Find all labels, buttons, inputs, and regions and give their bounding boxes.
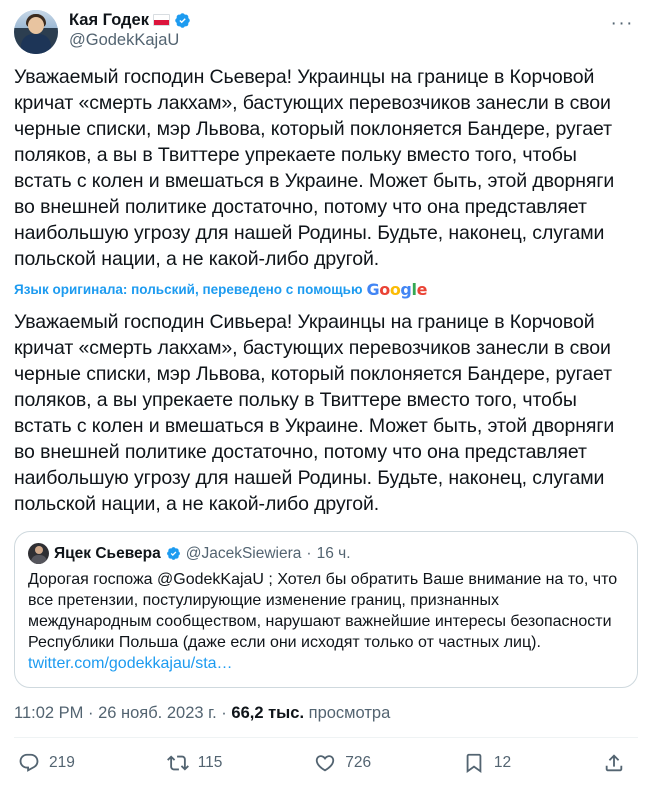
avatar[interactable] xyxy=(14,10,58,54)
flag-poland-icon xyxy=(153,14,170,26)
quoted-tweet[interactable] xyxy=(14,531,638,688)
author-names xyxy=(69,10,607,50)
views-label: просмотра xyxy=(308,704,391,722)
reply-button[interactable] xyxy=(18,752,75,774)
tweet-actions xyxy=(14,738,638,788)
translated-tweet-text: Уважаемый господин Сивьера! Украинцы на границе в Корчовой кричат «смерть лакхам», бастующих перевозчиков занесли в свои черные списки, мэр Львова, который поклоняется Бандере, ругает поляков, а вы упрекаете польку в Твиттере вместо того, чтобы встать с колен и вмешаться в Украине. Может быть, этой дворняги во внешней политике достаточно, потому что она представляет наибольшую угрозу для нашей Родины. Будьте, наконец, слугами польской нации, а не какой-либо другой. xyxy=(14,311,620,515)
retweet-button[interactable] xyxy=(167,752,223,774)
share-icon xyxy=(603,752,625,774)
quoted-separator: · xyxy=(306,544,312,562)
quoted-tweet-text xyxy=(28,569,624,674)
quoted-avatar[interactable] xyxy=(28,543,49,564)
quoted-author-name[interactable]: Яцек Сьевера xyxy=(54,544,161,562)
author-name-row xyxy=(69,11,607,30)
reply-count: 219 xyxy=(49,754,75,771)
quoted-author-handle: @JacekSiewiera xyxy=(185,544,302,562)
reply-icon xyxy=(18,752,40,774)
retweet-icon xyxy=(167,752,189,774)
tweet-meta xyxy=(14,702,638,738)
bookmark-count: 12 xyxy=(493,754,512,771)
author-handle[interactable]: @GodekKajaU xyxy=(69,30,180,49)
views-count: 66,2 тыс. xyxy=(231,704,305,722)
quoted-tweet-link[interactable]: twitter.com/godekkajau/sta… xyxy=(28,655,233,672)
like-button[interactable] xyxy=(314,752,371,774)
heart-icon xyxy=(314,752,336,774)
quoted-verified-badge-icon xyxy=(166,546,181,561)
quoted-timestamp: 16 ч. xyxy=(316,544,351,562)
translation-notice-label: Язык оригинала: польский, переведено с помощью xyxy=(14,282,363,297)
google-logo-icon: Google xyxy=(366,280,428,299)
quoted-tweet-header xyxy=(28,543,624,564)
like-count: 726 xyxy=(345,754,372,771)
bookmark-icon xyxy=(463,752,485,774)
more-options-icon[interactable]: ··· xyxy=(610,13,634,34)
share-button[interactable] xyxy=(603,752,634,774)
verified-badge-icon xyxy=(174,12,191,29)
tweet-timestamp[interactable]: 11:02 PM · 26 нояб. 2023 г. · xyxy=(14,704,227,722)
quoted-text-body: Дорогая госпожа @GodekKajaU ; Хотел бы обратить Ваше внимание на то, что все претензии, постулирующие изменение границ, признанных международным сообществом, нарушают важнейшие интересы безопасности Республики Польша (даже если они исходят только от частных лиц). xyxy=(28,571,622,651)
author-display-name[interactable]: Кая Годек xyxy=(69,11,149,29)
bookmark-button[interactable] xyxy=(463,752,511,774)
retweet-count: 115 xyxy=(197,754,223,771)
tweet-header xyxy=(14,10,638,54)
tweet-text: Уважаемый господин Сьевера! Украинцы на границе в Корчовой кричат «смерть лакхам», бастующих перевозчиков занесли в свои черные списки, мэр Львова, который поклоняется Бандере, ругает поляков, а вы в Твиттере упрекаете польку вместо того, чтобы встать с колен и вмешаться в Украине. Может быть, этой дворняги во внешней политике достаточно, потому что она представляет наибольшую угрозу для нашей Родины. Будьте, наконец, слугами польской нации, а не какой-либо другой. xyxy=(14,66,620,270)
translation-notice[interactable] xyxy=(14,280,638,299)
